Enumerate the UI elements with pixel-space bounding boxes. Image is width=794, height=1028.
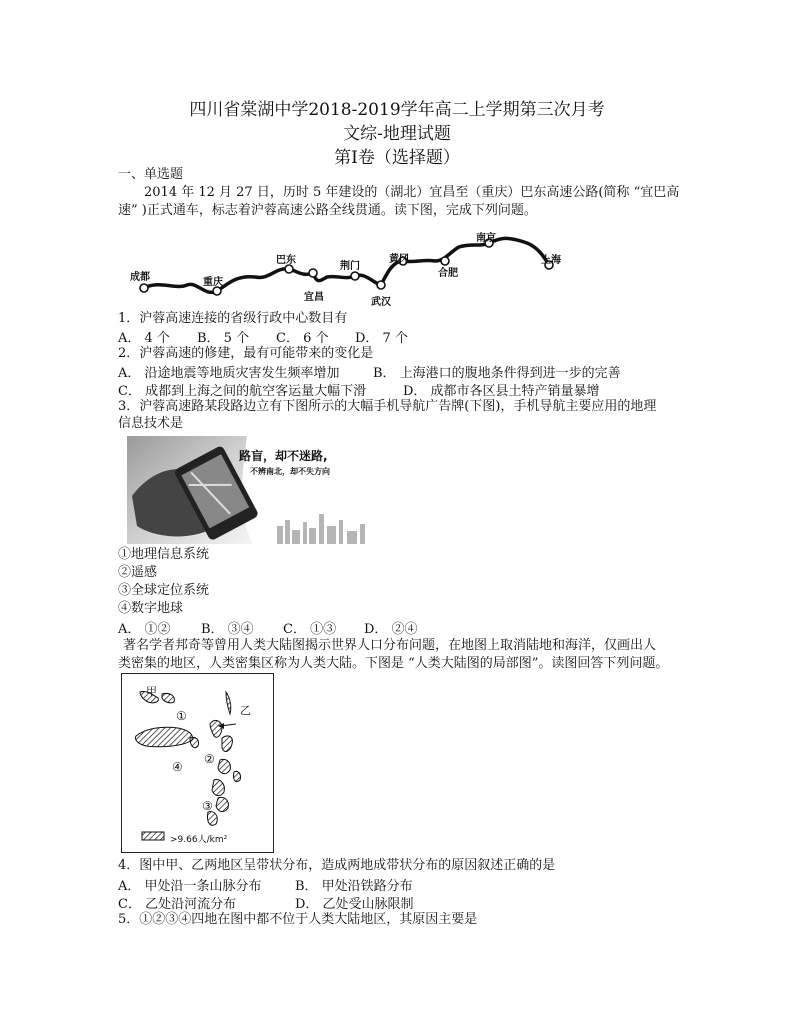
q2-stem: 2．沪蓉高速的修建，最有可能带来的变化是 — [118, 346, 374, 361]
q2-option-b[interactable]: B． 上海港口的腹地条件得到进一步的完善 — [373, 366, 621, 381]
map-label-yi: 乙 — [240, 704, 251, 717]
q3-stem-line1: 3．沪蓉高速路某段路边立有下图所示的大幅手机导航广告牌(下图)，手机导航主要应用的地理 — [118, 399, 657, 414]
q3-item-2: ②遥感 — [118, 565, 158, 580]
q3-option-c[interactable]: C． ①③ — [283, 622, 337, 637]
q3-stem-line2: 信息技术是 — [118, 416, 184, 431]
map-mark-4: ④ — [172, 760, 183, 774]
q2-option-a[interactable]: A． 沿途地震等地质灾害发生频率增加 — [118, 366, 340, 381]
volume-title: 第Ⅰ卷（选择题） — [334, 148, 460, 168]
map-mark-2: ② — [204, 752, 215, 766]
q1-stem: 1．沪蓉高速连接的省级行政中心数目有 — [118, 311, 348, 326]
city-shanghai: 上海 — [541, 255, 561, 266]
city-dot-wuhan — [377, 281, 385, 289]
q4-stem: 4．图中甲、乙两地区呈带状分布，造成两地成带状分布的原因叙述正确的是 — [118, 858, 556, 873]
q3-item-3: ③全球定位系统 — [118, 583, 210, 598]
city-badong: 巴东 — [276, 255, 296, 266]
q4-option-a[interactable]: A． 甲处沿一条山脉分布 — [118, 879, 262, 894]
exam-subtitle: 文综-地理试题 — [343, 124, 451, 144]
city-nanjing: 南京 — [476, 233, 496, 244]
city-dot-badong — [285, 265, 293, 273]
map-label-jia: 甲 — [146, 685, 157, 698]
q1-option-a[interactable]: A． 4 个 — [118, 331, 170, 346]
ad-slogan: 路盲，却不迷路, — [239, 449, 328, 463]
section-label: 一、单选题 — [118, 167, 184, 182]
q3-option-d[interactable]: D． ②④ — [364, 622, 418, 637]
city-huanggang: 黄冈 — [389, 254, 409, 265]
q3-item-1: ①地理信息系统 — [118, 547, 210, 562]
q2-option-d[interactable]: D． 成都市各区县土特产销量暴增 — [403, 384, 600, 399]
q3-option-b[interactable]: B． ③④ — [201, 622, 254, 637]
city-dot-jingmen — [351, 272, 359, 280]
intro1-line2: 速” )正式通车，标志着沪蓉高速公路全线贯通。读下图，完成下列问题。 — [118, 203, 537, 218]
q2-option-c[interactable]: C． 成都到上海之间的航空客运量大幅下滑 — [118, 384, 367, 399]
q4-option-c[interactable]: C． 乙处沿河流分布 — [118, 897, 237, 912]
q5-stem: 5．①②③④四地在图中都不位于人类大陆地区，其原因主要是 — [118, 912, 478, 927]
map-mark-1: ① — [176, 709, 187, 723]
q1-option-c[interactable]: C． 6 个 — [276, 331, 329, 346]
city-chongqing: 重庆 — [203, 277, 223, 288]
intro2-line2: 类密集的地区，人类密集区称为人类大陆。下图是 “人类大陆图的局部图”。读图回答下列问题。 — [118, 656, 669, 671]
q4-option-d[interactable]: D． 乙处受山脉限制 — [295, 897, 414, 912]
area-yi — [226, 692, 231, 714]
city-wuhan: 武汉 — [371, 297, 391, 308]
city-dot-chengdu — [140, 284, 148, 292]
map-legend: >9.66人/km² — [170, 835, 228, 845]
intro2-line1: 著名学者邦奇等曾用人类大陆图揭示世界人口分布问题，在地图上取消陆地和海洋，仅画出人 — [123, 638, 657, 653]
city-jingmen: 荆门 — [340, 261, 360, 272]
dense-population-areas — [135, 691, 240, 825]
exam-title: 四川省棠湖中学2018-2019学年高二上学期第三次月考 — [189, 100, 605, 120]
q3-option-a[interactable]: A． ①② — [118, 622, 171, 637]
human-continent-map — [121, 673, 274, 853]
q4-option-b[interactable]: B． 甲处沿铁路分布 — [295, 879, 413, 894]
city-yichang: 宜昌 — [304, 292, 324, 303]
city-dot-chongqing — [213, 287, 221, 295]
city-dot-yichang — [309, 269, 317, 277]
q3-item-4: ④数字地球 — [118, 601, 184, 616]
map-mark-3: ③ — [202, 799, 213, 813]
city-chengdu: 成都 — [130, 272, 150, 283]
ad-subslogan: 不辨南北，却不失方向 — [250, 467, 330, 476]
city-hefei: 合肥 — [438, 268, 458, 279]
intro1-line1: 2014 年 12 月 27 日，历时 5 年建设的（湖北）宜昌至（重庆）巴东高速公路(简称 “宜巴高 — [144, 185, 680, 200]
q1-option-b[interactable]: B． 5 个 — [197, 331, 250, 346]
q1-option-d[interactable]: D． 7 个 — [355, 331, 408, 346]
